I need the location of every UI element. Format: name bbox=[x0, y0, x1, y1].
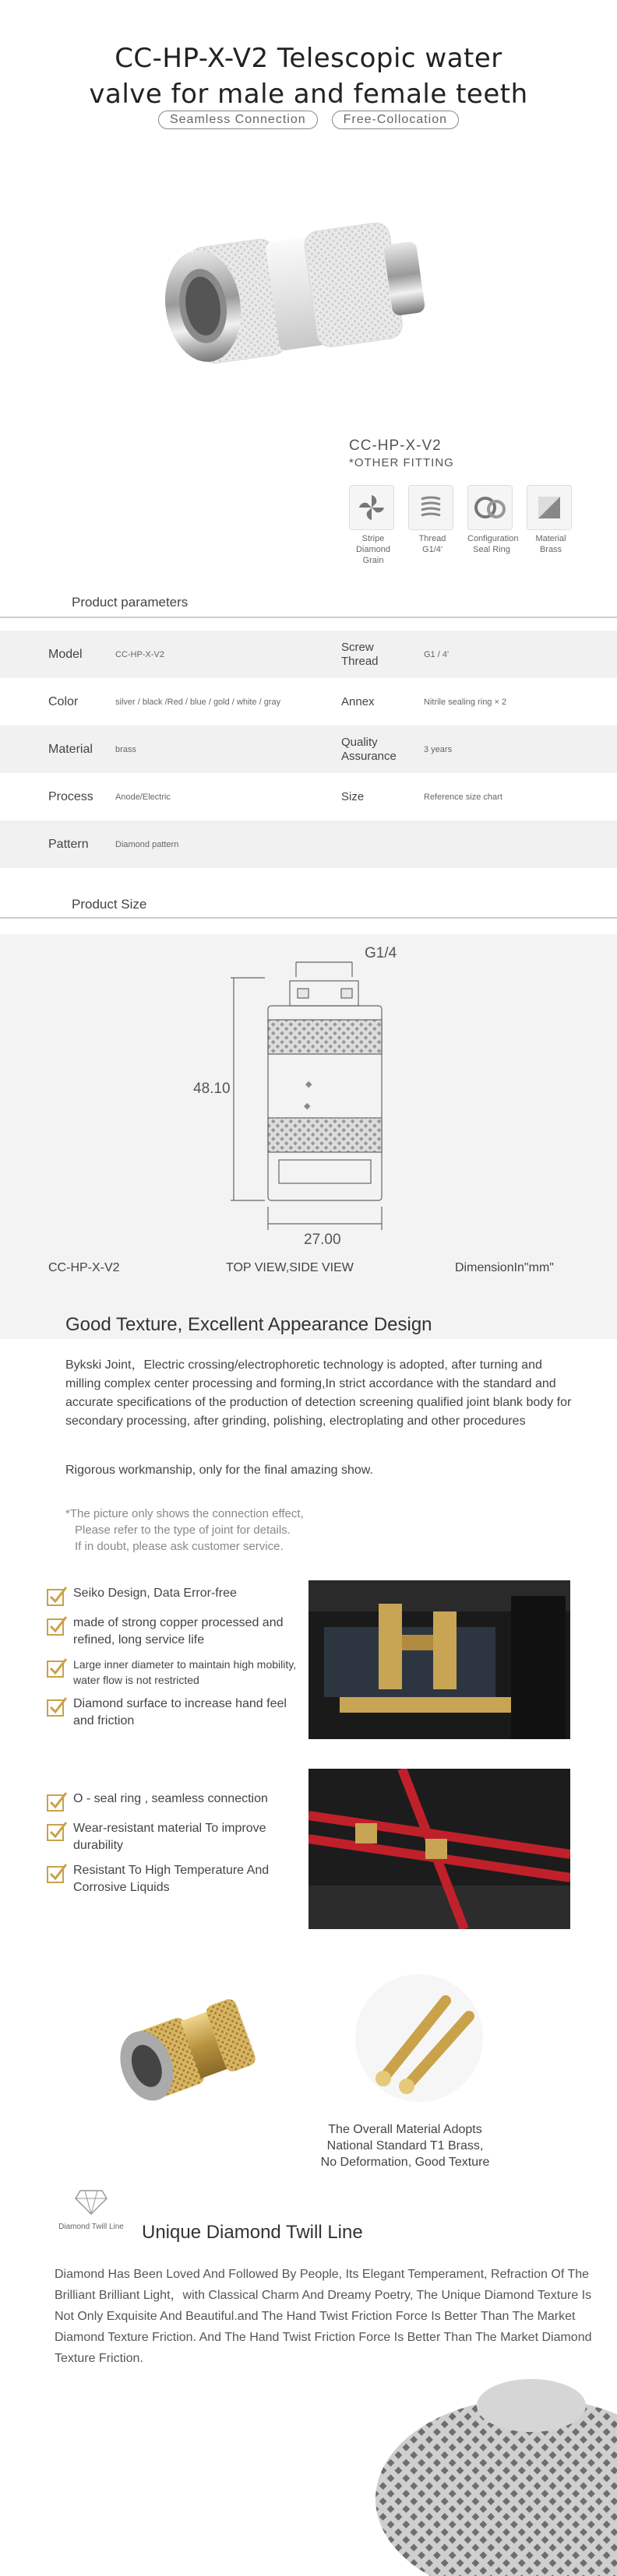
check-icon bbox=[45, 1585, 69, 1607]
dim-caption-unit: DimensionIn"mm" bbox=[455, 1261, 554, 1274]
dim-thread-label: G1/4 bbox=[365, 945, 397, 961]
list-item bbox=[45, 1820, 310, 1854]
title-line-1: CC-HP-X-V2 Telescopic water bbox=[115, 43, 502, 74]
list-item-text: made of strong copper processed and refined, long service life bbox=[73, 1616, 284, 1646]
param-key: Pattern bbox=[48, 837, 89, 851]
note-line: *The picture only shows the connection effect, bbox=[65, 1507, 304, 1520]
table-row bbox=[0, 773, 617, 821]
brand-mark-1: ◆ bbox=[305, 1080, 312, 1089]
twill-body: Diamond Has Been Loved And Followed By People, Its Elegant Temperament, Refraction Of The Brilliant Brilliant Light，with Classical Charm And Dreamy Poetry, The Unique Diamond Texture Is Not Only Exquisite And Beautiful.and The Hand Twist Friction Force Is Better Than The Market Diamond Texture Friction. And The Hand Twist Friction Force Is Better Than The Market Diamond Texture Friction. bbox=[55, 2268, 592, 2365]
params-divider bbox=[0, 617, 617, 618]
other-fitting-label: *OTHER FITTING bbox=[349, 456, 454, 469]
caption-line: The Overall Material Adopts bbox=[328, 2123, 482, 2136]
feature-thread bbox=[408, 485, 457, 566]
list-item-text: Diamond surface to increase hand feel and friction bbox=[73, 1697, 287, 1727]
check-icon bbox=[45, 1615, 69, 1636]
thread-icon bbox=[408, 485, 453, 530]
feature-seal-ring bbox=[467, 485, 519, 566]
list-item-text: Large inner diameter to maintain high mobility, water flow is not restricted bbox=[73, 1658, 297, 1686]
check-icon bbox=[45, 1657, 69, 1678]
seal-ring-icon bbox=[467, 485, 513, 530]
tag-collocation: Free-Collocation bbox=[332, 111, 459, 129]
check-icon bbox=[45, 1791, 69, 1812]
param-key: Size bbox=[341, 789, 365, 803]
feature-material-label: Material Brass bbox=[535, 534, 566, 554]
dimension-drawing-panel bbox=[0, 934, 617, 1339]
param-key: Quality Assurance bbox=[341, 735, 397, 763]
twill-heading: Unique Diamond Twill Line bbox=[142, 2222, 363, 2243]
title-line-2: valve for male and female teeth bbox=[89, 79, 528, 110]
param-value: CC-HP-X-V2 bbox=[115, 649, 164, 659]
size-heading: Product Size bbox=[72, 897, 147, 912]
tag-row bbox=[0, 111, 617, 129]
list-item bbox=[45, 1696, 310, 1730]
param-key: Annex bbox=[341, 694, 375, 708]
list-item-text: O - seal ring , seamless connection bbox=[73, 1792, 268, 1805]
params-heading: Product parameters bbox=[72, 595, 189, 610]
feature-icon-row bbox=[349, 485, 583, 566]
param-value: G1 / 4' bbox=[424, 649, 450, 659]
dim-caption-view: TOP VIEW,SIDE VIEW bbox=[226, 1261, 354, 1274]
list-item bbox=[45, 1862, 310, 1896]
dimension-drawing bbox=[0, 934, 617, 1246]
note-line: Please refer to the type of joint for details. bbox=[75, 1523, 291, 1537]
feature-thread-label: Thread G1/4' bbox=[418, 534, 446, 554]
stripe-icon bbox=[349, 485, 394, 530]
size-divider bbox=[0, 917, 617, 919]
page-title bbox=[0, 40, 617, 112]
feature-stripe-label: Stripe Diamond Grain bbox=[355, 534, 391, 565]
brand-mark-2: ◆ bbox=[304, 1102, 311, 1111]
red-tube-photo bbox=[308, 1769, 570, 1929]
texture-rigorous: Rigorous workmanship, only for the final amazing show. bbox=[65, 1464, 373, 1477]
note-line: If in doubt, please ask customer service. bbox=[75, 1540, 284, 1553]
param-value: Reference size chart bbox=[424, 792, 502, 802]
param-key: Process bbox=[48, 789, 93, 803]
table-row bbox=[0, 678, 617, 726]
param-value: brass bbox=[115, 744, 136, 754]
list-item bbox=[45, 1615, 310, 1649]
list-item-text: Wear-resistant material To improve durability bbox=[73, 1822, 266, 1852]
dim-caption-model: CC-HP-X-V2 bbox=[48, 1261, 120, 1274]
param-key: Model bbox=[48, 647, 83, 661]
dim-width-label: 27.00 bbox=[304, 1232, 341, 1246]
param-value: Diamond pattern bbox=[115, 839, 179, 849]
other-fitting bbox=[349, 438, 583, 566]
list-item bbox=[45, 1657, 310, 1688]
material-icon bbox=[527, 485, 572, 530]
knurled-closeup-image bbox=[352, 2359, 617, 2576]
params-table bbox=[0, 631, 617, 868]
check-icon bbox=[45, 1696, 69, 1717]
param-value: silver / black /Red / blue / gold / white / gray bbox=[115, 697, 281, 707]
check-icon bbox=[45, 1820, 69, 1842]
list-item-text: Seiko Design, Data Error-free bbox=[73, 1587, 237, 1600]
brass-rods-image bbox=[352, 1970, 486, 2107]
diamond-logo bbox=[48, 2188, 134, 2231]
feature-stripe bbox=[349, 485, 397, 566]
installed-fittings-photo bbox=[308, 1580, 570, 1739]
texture-note bbox=[65, 1506, 377, 1555]
brass-caption bbox=[304, 2121, 506, 2170]
param-key: Color bbox=[48, 694, 79, 708]
hero-fitting-image bbox=[156, 171, 460, 420]
caption-line: No Deformation, Good Texture bbox=[320, 2156, 490, 2169]
feature-material bbox=[527, 485, 575, 566]
table-row bbox=[0, 821, 617, 868]
diamond-logo-caption: Diamond Twill Line bbox=[58, 2223, 124, 2231]
dim-height-label: 48.10 bbox=[193, 1081, 231, 1097]
table-row bbox=[0, 726, 617, 773]
tag-seamless: Seamless Connection bbox=[158, 111, 318, 129]
feature-seal-label: Configuration Seal Ring bbox=[467, 534, 519, 554]
feature-list-a bbox=[45, 1585, 310, 1738]
check-icon bbox=[45, 1862, 69, 1884]
param-key: Material bbox=[48, 742, 93, 756]
list-item-text: Resistant To High Temperature And Corrosive Liquids bbox=[73, 1864, 270, 1894]
param-value: Anode/Electric bbox=[115, 792, 171, 802]
texture-body: Bykski Joint，Electric crossing/electrophoretic technology is adopted, after turning and milling complex center processing and forming,In strict accordance with the standard and accurate specifications of the production of detection screening qualified joint blank body for secondary processing, after grinding, polishing, electroplating and other procedures bbox=[65, 1358, 572, 1428]
texture-title: Good Texture, Excellent Appearance Design bbox=[65, 1314, 432, 1335]
brass-fitting-image bbox=[101, 1977, 273, 2125]
param-key: Screw Thread bbox=[341, 640, 379, 668]
caption-line: National Standard T1 Brass, bbox=[326, 2139, 484, 2153]
list-item bbox=[45, 1585, 310, 1607]
other-fitting-model: CC-HP-X-V2 bbox=[349, 438, 442, 454]
param-value: Nitrile sealing ring × 2 bbox=[424, 697, 507, 707]
param-value: 3 years bbox=[424, 744, 453, 754]
diamond-icon bbox=[74, 2188, 108, 2216]
table-row bbox=[0, 631, 617, 678]
list-item bbox=[45, 1791, 310, 1812]
feature-list-b bbox=[45, 1791, 310, 1904]
